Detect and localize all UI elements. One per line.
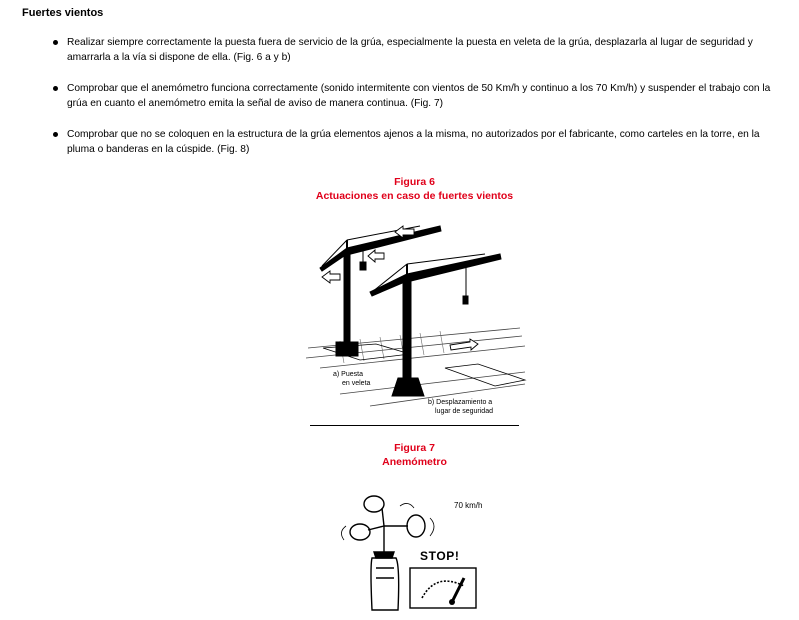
crane-b	[370, 254, 501, 396]
bullet-item-2	[0, 82, 799, 111]
figure6-label-a-line1: a) Puesta	[333, 371, 363, 378]
figure7-anemometer-illustration	[330, 486, 520, 612]
arrow-icon	[368, 250, 384, 262]
figure7-caption	[0, 442, 799, 469]
figure6-number: Figura 6	[394, 176, 435, 188]
figure6-title: Actuaciones en caso de fuertes vientos	[315, 189, 514, 202]
bullet-icon	[53, 40, 58, 45]
figure6-label-b-line1: b) Desplazamiento a	[428, 399, 493, 406]
arrow-icon	[322, 271, 340, 283]
bullet-icon	[53, 86, 58, 91]
figure6-crane-illustration	[300, 208, 530, 418]
figure7-number: Figura 7	[394, 442, 435, 454]
figure6-caption	[0, 176, 799, 203]
figure6-label-a-line2: en veleta	[342, 380, 371, 387]
bullet-text: Comprobar que no se coloquen en la estructura de la grúa elementos ajenos a la misma, no autorizados por el fabricante, como carteles en la torre, en la pluma o banderas en la cúspide. (Fig. 8)	[67, 129, 760, 155]
gauge-icon	[410, 568, 476, 608]
figure6-label-b-line2: lugar de seguridad	[435, 408, 493, 415]
bullet-item-1	[0, 36, 799, 65]
bullet-text: Comprobar que el anemómetro funciona correctamente (sonido intermitente con vientos de 50 Km/h y continuo a los 70 Km/h) y suspender el trabajo con la grúa en cuanto el anemómetro emita la señal de aviso de manera continua. (Fig. 7)	[67, 83, 771, 109]
bullet-text: Realizar siempre correctamente la puesta fuera de servicio de la grúa, especialmente la puesta en veleta de la grúa, desplazarla al lugar de seguridad y amarrarla a la vía si dispone de ella. (Fig. 6 a y b)	[67, 37, 753, 63]
anemometer-speed: 70 km/h	[454, 501, 483, 510]
bullet-icon	[53, 132, 58, 137]
section-heading: Fuertes vientos	[22, 7, 104, 19]
bullet-item-3	[0, 128, 799, 157]
figure-divider	[310, 425, 519, 426]
figure7-title: Anemómetro	[382, 455, 447, 468]
bullet-list	[0, 36, 799, 174]
anemometer-stop-label: STOP!	[420, 549, 460, 563]
